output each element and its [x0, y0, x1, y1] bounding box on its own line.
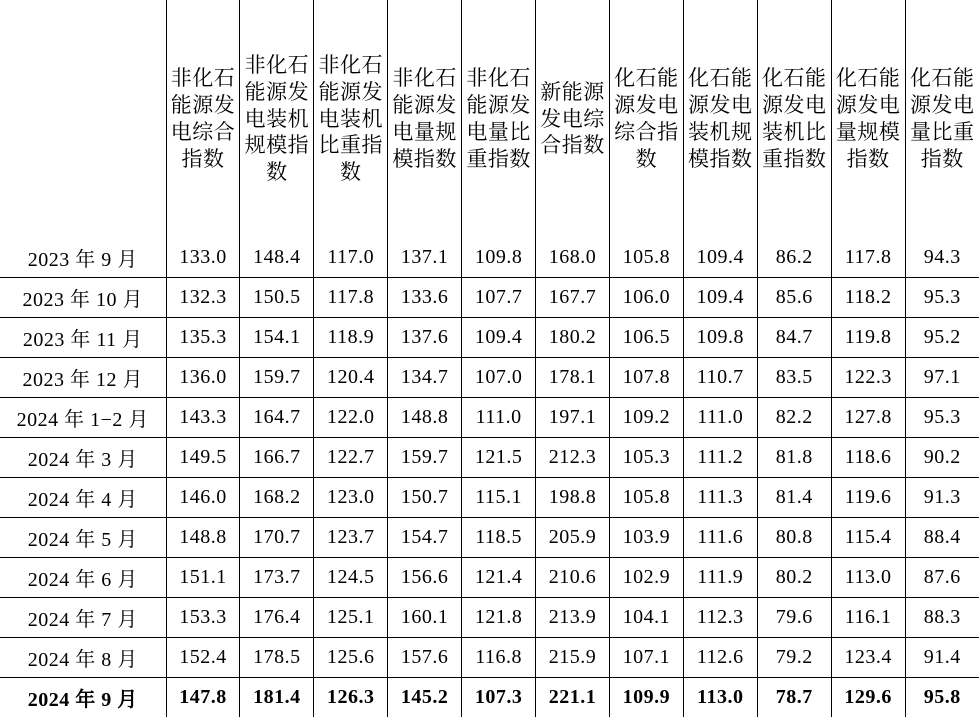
column-header-1-label: 非化石能源发电综合指数: [167, 65, 240, 173]
table-row: [0, 678, 979, 717]
cell-value: 82.2: [757, 398, 831, 438]
column-header-3-label: 非化石能源发电装机比重指数: [314, 52, 387, 186]
cell-value: 156.6: [388, 558, 462, 598]
table-row: [0, 478, 979, 518]
cell-value: 111.0: [683, 398, 757, 438]
cell-value: 95.3: [905, 398, 979, 438]
cell-value: 147.8: [166, 678, 240, 717]
row-label: 2024 年 7 月: [0, 598, 166, 638]
cell-value: 154.7: [388, 518, 462, 558]
column-header-3: [314, 0, 388, 238]
cell-value: 111.3: [683, 478, 757, 518]
cell-value: 119.6: [831, 478, 905, 518]
row-label: 2024 年 3 月: [0, 438, 166, 478]
cell-value: 79.2: [757, 638, 831, 678]
column-header-7: [609, 0, 683, 238]
column-header-7-label: 化石能源发电综合指数: [610, 65, 683, 173]
cell-value: 181.4: [240, 678, 314, 717]
cell-value: 210.6: [536, 558, 610, 598]
cell-value: 122.3: [831, 358, 905, 398]
cell-value: 118.5: [462, 518, 536, 558]
table-row: [0, 358, 979, 398]
cell-value: 111.9: [683, 558, 757, 598]
column-header-10-label: 化石能源发电量规模指数: [832, 65, 905, 173]
row-label: 2024 年 8 月: [0, 638, 166, 678]
cell-value: 78.7: [757, 678, 831, 717]
column-header-9: [757, 0, 831, 238]
column-header-5: [462, 0, 536, 238]
cell-value: 205.9: [536, 518, 610, 558]
cell-value: 178.1: [536, 358, 610, 398]
cell-value: 124.5: [314, 558, 388, 598]
cell-value: 146.0: [166, 478, 240, 518]
cell-value: 133.6: [388, 278, 462, 318]
cell-value: 198.8: [536, 478, 610, 518]
cell-value: 159.7: [240, 358, 314, 398]
cell-value: 180.2: [536, 318, 610, 358]
column-header-10: [831, 0, 905, 238]
cell-value: 102.9: [609, 558, 683, 598]
cell-value: 109.8: [683, 318, 757, 358]
cell-value: 150.5: [240, 278, 314, 318]
header-row: [0, 0, 979, 238]
cell-value: 121.5: [462, 438, 536, 478]
cell-value: 121.8: [462, 598, 536, 638]
column-header-11: [905, 0, 979, 238]
cell-value: 88.4: [905, 518, 979, 558]
column-header-5-label: 非化石能源发电量比重指数: [462, 65, 535, 173]
cell-value: 215.9: [536, 638, 610, 678]
cell-value: 80.8: [757, 518, 831, 558]
column-header-2: [240, 0, 314, 238]
row-label: 2024 年 1−2 月: [0, 398, 166, 438]
column-header-8-label: 化石能源发电装机规模指数: [684, 65, 757, 173]
cell-value: 121.4: [462, 558, 536, 598]
cell-value: 120.4: [314, 358, 388, 398]
column-header-9-label: 化石能源发电装机比重指数: [758, 65, 831, 173]
row-label: 2023 年 11 月: [0, 318, 166, 358]
table-row: [0, 438, 979, 478]
cell-value: 117.8: [314, 278, 388, 318]
cell-value: 116.8: [462, 638, 536, 678]
cell-value: 107.7: [462, 278, 536, 318]
cell-value: 95.3: [905, 278, 979, 318]
row-label: 2024 年 6 月: [0, 558, 166, 598]
cell-value: 115.1: [462, 478, 536, 518]
cell-value: 148.8: [166, 518, 240, 558]
cell-value: 119.8: [831, 318, 905, 358]
table-row: [0, 518, 979, 558]
cell-value: 136.0: [166, 358, 240, 398]
cell-value: 91.4: [905, 638, 979, 678]
cell-value: 109.2: [609, 398, 683, 438]
cell-value: 95.8: [905, 678, 979, 717]
cell-value: 109.8: [462, 238, 536, 278]
table-row: [0, 238, 979, 278]
cell-value: 166.7: [240, 438, 314, 478]
cell-value: 117.0: [314, 238, 388, 278]
cell-value: 103.9: [609, 518, 683, 558]
column-header-4: [388, 0, 462, 238]
cell-value: 212.3: [536, 438, 610, 478]
cell-value: 132.3: [166, 278, 240, 318]
cell-value: 143.3: [166, 398, 240, 438]
cell-value: 149.5: [166, 438, 240, 478]
cell-value: 145.2: [388, 678, 462, 717]
cell-value: 168.2: [240, 478, 314, 518]
cell-value: 154.1: [240, 318, 314, 358]
cell-value: 125.6: [314, 638, 388, 678]
cell-value: 127.8: [831, 398, 905, 438]
cell-value: 117.8: [831, 238, 905, 278]
cell-value: 113.0: [831, 558, 905, 598]
cell-value: 107.8: [609, 358, 683, 398]
table-row: [0, 318, 979, 358]
cell-value: 170.7: [240, 518, 314, 558]
cell-value: 109.4: [683, 278, 757, 318]
cell-value: 94.3: [905, 238, 979, 278]
row-label: 2023 年 12 月: [0, 358, 166, 398]
cell-value: 197.1: [536, 398, 610, 438]
column-header-4-label: 非化石能源发电量规模指数: [388, 65, 461, 173]
cell-value: 81.8: [757, 438, 831, 478]
cell-value: 107.0: [462, 358, 536, 398]
table-row: [0, 558, 979, 598]
cell-value: 105.3: [609, 438, 683, 478]
row-label: 2023 年 9 月: [0, 238, 166, 278]
cell-value: 95.2: [905, 318, 979, 358]
cell-value: 151.1: [166, 558, 240, 598]
cell-value: 178.5: [240, 638, 314, 678]
cell-value: 123.0: [314, 478, 388, 518]
cell-value: 118.9: [314, 318, 388, 358]
cell-value: 86.2: [757, 238, 831, 278]
cell-value: 87.6: [905, 558, 979, 598]
cell-value: 90.2: [905, 438, 979, 478]
column-header-6: [536, 0, 610, 238]
cell-value: 133.0: [166, 238, 240, 278]
cell-value: 123.7: [314, 518, 388, 558]
cell-value: 106.5: [609, 318, 683, 358]
cell-value: 135.3: [166, 318, 240, 358]
column-header-6-label: 新能源发电综合指数: [536, 79, 609, 160]
cell-value: 109.4: [462, 318, 536, 358]
cell-value: 122.0: [314, 398, 388, 438]
row-label: 2023 年 10 月: [0, 278, 166, 318]
column-header-1: [166, 0, 240, 238]
cell-value: 160.1: [388, 598, 462, 638]
cell-value: 88.3: [905, 598, 979, 638]
cell-value: 111.2: [683, 438, 757, 478]
table-body: [0, 238, 979, 717]
cell-value: 157.6: [388, 638, 462, 678]
column-header-11-label: 化石能源发电量比重指数: [906, 65, 979, 173]
cell-value: 125.1: [314, 598, 388, 638]
cell-value: 110.7: [683, 358, 757, 398]
cell-value: 164.7: [240, 398, 314, 438]
cell-value: 123.4: [831, 638, 905, 678]
cell-value: 137.6: [388, 318, 462, 358]
cell-value: 129.6: [831, 678, 905, 717]
cell-value: 97.1: [905, 358, 979, 398]
column-header-8: [683, 0, 757, 238]
cell-value: 109.9: [609, 678, 683, 717]
cell-value: 105.8: [609, 238, 683, 278]
column-header-2-label: 非化石能源发电装机规模指数: [240, 52, 313, 186]
table-row: [0, 638, 979, 678]
cell-value: 111.0: [462, 398, 536, 438]
cell-value: 167.7: [536, 278, 610, 318]
row-label: 2024 年 5 月: [0, 518, 166, 558]
cell-value: 122.7: [314, 438, 388, 478]
cell-value: 159.7: [388, 438, 462, 478]
table-row: [0, 398, 979, 438]
cell-value: 111.6: [683, 518, 757, 558]
cell-value: 221.1: [536, 678, 610, 717]
cell-value: 148.4: [240, 238, 314, 278]
cell-value: 176.4: [240, 598, 314, 638]
cell-value: 112.6: [683, 638, 757, 678]
cell-value: 118.6: [831, 438, 905, 478]
cell-value: 118.2: [831, 278, 905, 318]
cell-value: 112.3: [683, 598, 757, 638]
cell-value: 173.7: [240, 558, 314, 598]
cell-value: 153.3: [166, 598, 240, 638]
cell-value: 168.0: [536, 238, 610, 278]
cell-value: 113.0: [683, 678, 757, 717]
cell-value: 152.4: [166, 638, 240, 678]
cell-value: 150.7: [388, 478, 462, 518]
cell-value: 81.4: [757, 478, 831, 518]
cell-value: 137.1: [388, 238, 462, 278]
cell-value: 134.7: [388, 358, 462, 398]
row-label: 2024 年 4 月: [0, 478, 166, 518]
table-header: [0, 0, 979, 238]
cell-value: 80.2: [757, 558, 831, 598]
row-label: 2024 年 9 月: [0, 678, 166, 717]
cell-value: 84.7: [757, 318, 831, 358]
cell-value: 91.3: [905, 478, 979, 518]
cell-value: 104.1: [609, 598, 683, 638]
cell-value: 79.6: [757, 598, 831, 638]
header-corner-cell: [0, 0, 166, 238]
table-row: [0, 278, 979, 318]
cell-value: 106.0: [609, 278, 683, 318]
cell-value: 115.4: [831, 518, 905, 558]
cell-value: 107.3: [462, 678, 536, 717]
cell-value: 85.6: [757, 278, 831, 318]
table-row: [0, 598, 979, 638]
cell-value: 83.5: [757, 358, 831, 398]
cell-value: 148.8: [388, 398, 462, 438]
cell-value: 105.8: [609, 478, 683, 518]
cell-value: 107.1: [609, 638, 683, 678]
cell-value: 116.1: [831, 598, 905, 638]
cell-value: 213.9: [536, 598, 610, 638]
cell-value: 109.4: [683, 238, 757, 278]
cell-value: 126.3: [314, 678, 388, 717]
